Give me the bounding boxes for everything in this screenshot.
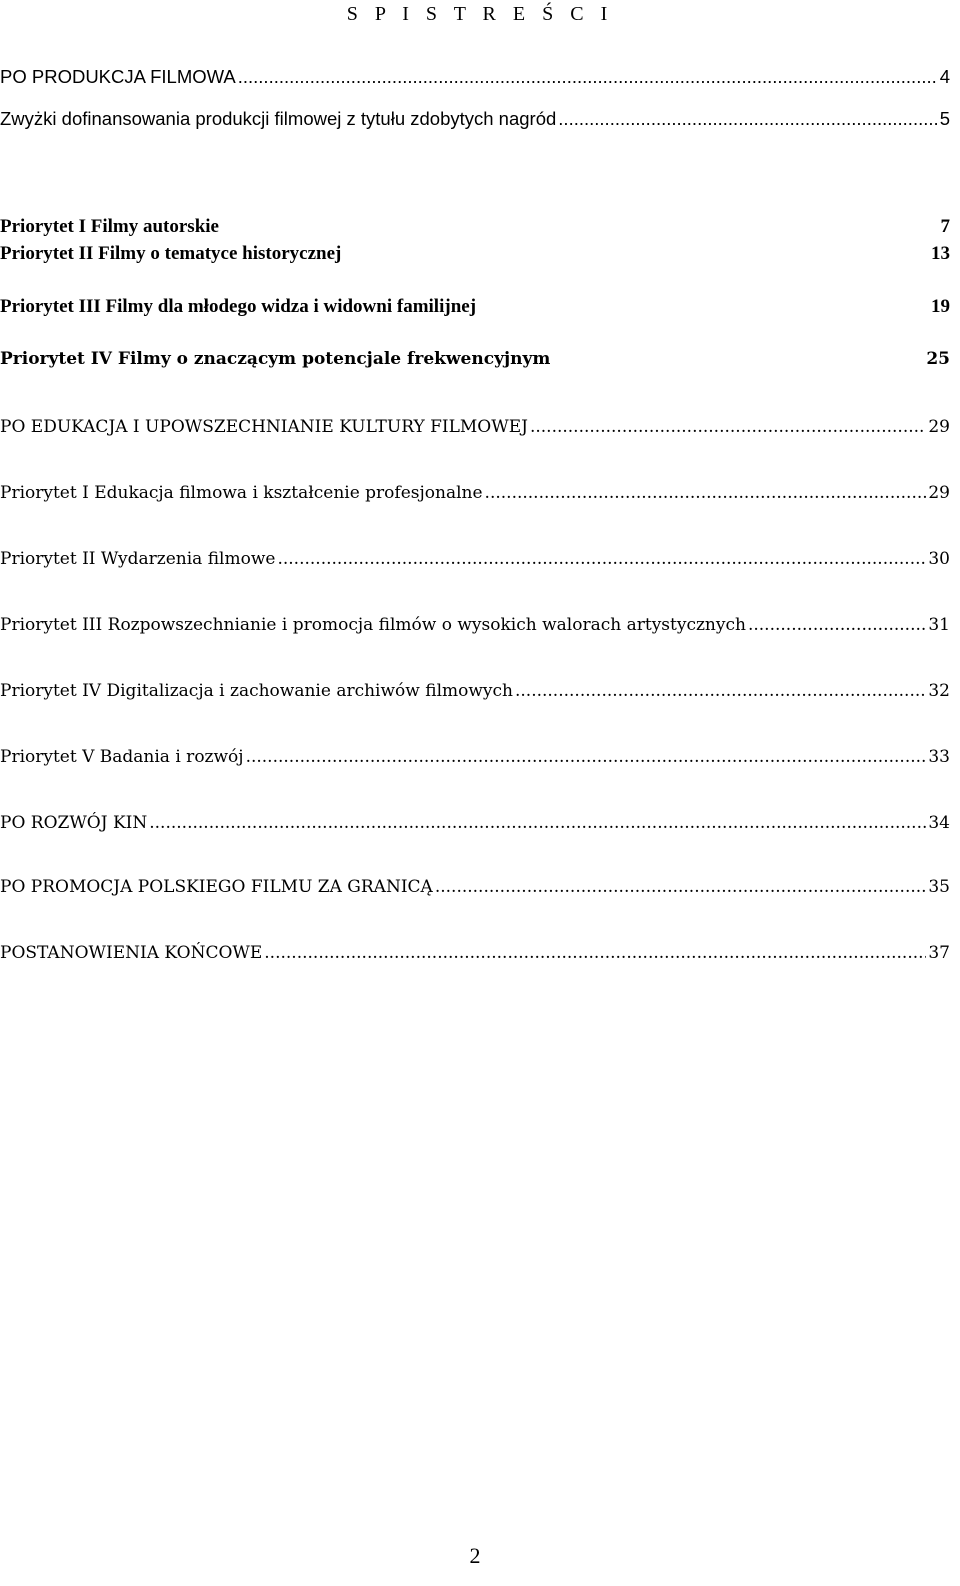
toc-entry-page: 30: [928, 549, 950, 569]
toc-dot-leader: [485, 480, 927, 506]
toc-entry-zwyzki[interactable]: [0, 106, 950, 132]
toc-title: S P I S T R E Ś C I: [346, 3, 614, 25]
toc-entry-page: 4: [939, 66, 950, 87]
toc-entry-label: Priorytet IV Digitalizacja i zachowanie archiwów filmowych: [0, 681, 513, 701]
toc-entry-page: 19: [931, 296, 950, 317]
toc-entry-label: PO PROMOCJA POLSKIEGO FILMU ZA GRANICĄ: [0, 877, 433, 897]
toc-entry-label: Priorytet II Filmy o tematyce historycznej: [0, 243, 342, 264]
toc-entry-label: Priorytet III Rozpowszechnianie i promocja filmów o wysokich walorach artystycznych: [0, 615, 746, 635]
toc-entry-priorytet-iii-mlody-widz[interactable]: [0, 294, 950, 320]
toc-entry-label: Priorytet IV Filmy o znaczącym potencjale frekwencyjnym: [0, 349, 551, 369]
toc-entry-page: 25: [926, 349, 950, 369]
toc-entry-page: 33: [928, 747, 950, 767]
toc-dot-leader: [748, 612, 926, 638]
toc-entry-page: 7: [940, 216, 950, 237]
toc-entry-postanowienia-koncowe[interactable]: [0, 940, 950, 966]
toc-entry-po-promocja[interactable]: [0, 874, 950, 900]
toc-entry-label: Priorytet V Badania i rozwój: [0, 747, 244, 767]
toc-dot-leader: [238, 64, 938, 90]
toc-entry-page: 32: [928, 681, 950, 701]
toc-entry-rozpowszechnianie[interactable]: [0, 612, 950, 638]
toc-dot-leader: [515, 678, 926, 704]
toc-entry-page: 29: [928, 417, 950, 437]
toc-dot-leader: [246, 744, 927, 770]
toc-entry-label: PO ROZWÓJ KIN: [0, 813, 148, 833]
toc-entry-label: Zwyżki dofinansowania produkcji filmowej z tytułu zdobytych nagród: [0, 108, 557, 129]
toc-entry-label: Priorytet II Wydarzenia filmowe: [0, 549, 276, 569]
toc-entry-label: Priorytet I Edukacja filmowa i kształcenie profesjonalne: [0, 483, 483, 503]
toc-dot-leader: [558, 106, 937, 132]
toc-entry-wydarzenia-filmowe[interactable]: [0, 546, 950, 572]
toc-entry-page: 37: [928, 943, 950, 963]
toc-dot-leader: [277, 546, 926, 572]
toc-entry-digitalizacja[interactable]: [0, 678, 950, 704]
toc-entry-label: PO EDUKACJA I UPOWSZECHNIANIE KULTURY FILMOWEJ: [0, 417, 528, 437]
toc-entry-label: PO PRODUKCJA FILMOWA: [0, 66, 236, 87]
toc-dot-leader: [530, 414, 926, 440]
toc-entry-label: Priorytet III Filmy dla młodego widza i widowni familijnej: [0, 296, 477, 317]
toc-entry-edukacja-filmowa[interactable]: [0, 480, 950, 506]
toc-entry-badania-i-rozwoj[interactable]: [0, 744, 950, 770]
toc-entry-page: 34: [928, 813, 950, 833]
toc-dot-leader: [435, 874, 927, 900]
toc-entry-priorytet-ii-historyczne[interactable]: [0, 241, 950, 267]
toc-entry-priorytet-i-filmy-autorskie[interactable]: [0, 214, 950, 240]
toc-entry-priorytet-iv-frekwencyjne[interactable]: [0, 346, 950, 372]
toc-dot-leader: [264, 940, 926, 966]
toc-entry-po-rozwoj-kin[interactable]: [0, 810, 950, 836]
toc-entry-page: 5: [939, 108, 950, 129]
toc-dot-leader: [149, 810, 926, 836]
toc-entry-page: 31: [928, 615, 950, 635]
toc-entry-po-edukacja[interactable]: [0, 414, 950, 440]
toc-entry-page: 29: [928, 483, 950, 503]
toc-entry-page: 35: [928, 877, 950, 897]
toc-entry-label: POSTANOWIENIA KOŃCOWE: [0, 943, 263, 963]
toc-entry-po-produkcja-filmowa[interactable]: [0, 64, 950, 90]
toc-entry-label: Priorytet I Filmy autorskie: [0, 216, 219, 237]
toc-entry-page: 13: [931, 243, 950, 264]
page-number: 2: [469, 1543, 481, 1568]
